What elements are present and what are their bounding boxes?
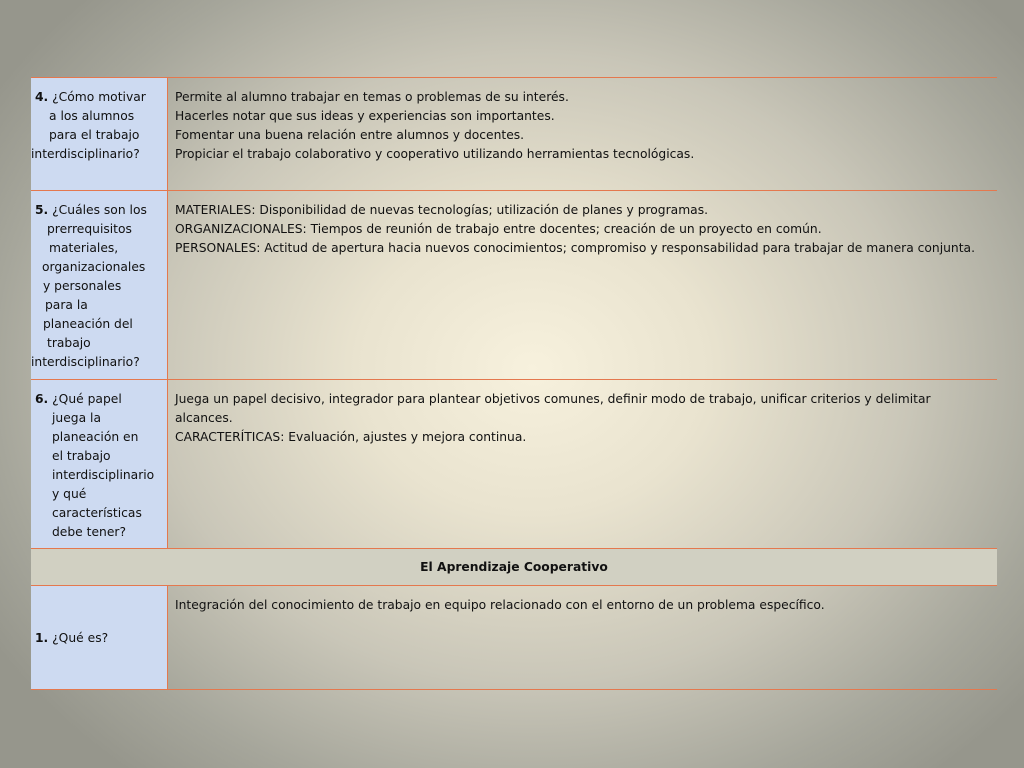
answer-line: Juega un papel decisivo, integrador para plantear objetivos comunes, definir modo de trabajo, unificar criterios y delimitar alcances. (175, 392, 931, 425)
question-line: ¿Qué papel (52, 392, 122, 406)
question-line: el trabajo (52, 449, 111, 463)
answer-line: Integración del conocimiento de trabajo en equipo relacionado con el entorno de un problema específico. (175, 598, 825, 612)
answer-cell-5 (168, 191, 997, 379)
question-line: juega la (52, 411, 101, 425)
answer-cell-6 (168, 380, 997, 548)
answer-cell-4 (168, 78, 997, 190)
answer-line: Permite al alumno trabajar en temas o problemas de su interés. (175, 90, 569, 104)
answer-line: PERSONALES: Actitud de apertura hacia nuevos conocimientos; compromiso y responsabilidad para trabajar de manera conjunta. (175, 241, 975, 255)
question-line: prerrequisitos (47, 222, 132, 236)
table-row-4 (31, 77, 997, 191)
question-line: ¿Cómo motivar (52, 90, 146, 104)
question-line: a los alumnos (49, 109, 135, 123)
table-row-5 (31, 191, 997, 380)
question-line: trabajo (47, 336, 91, 350)
question-line: y personales (43, 279, 122, 293)
question-number-4: 4. (35, 90, 49, 104)
answer-line: Hacerles notar que sus ideas y experiencias son importantes. (175, 109, 555, 123)
question-line: para el trabajo (49, 128, 140, 142)
answer-line: Propiciar el trabajo colaborativo y cooperativo utilizando herramientas tecnológicas. (175, 147, 695, 161)
answer-line: ORGANIZACIONALES: Tiempos de reunión de trabajo entre docentes; creación de un proyecto en común. (175, 222, 822, 236)
question-line: debe tener? (52, 525, 126, 539)
table-row-1 (31, 586, 997, 690)
question-line: características (52, 506, 142, 520)
question-line: organizacionales (42, 260, 146, 274)
section-title: El Aprendizaje Cooperativo (31, 549, 997, 586)
question-cell-6 (31, 380, 168, 548)
question-line: interdisciplinario (52, 468, 155, 482)
question-cell-5 (31, 191, 168, 379)
table-row-6 (31, 380, 997, 549)
question-line: ¿Qué es? (52, 631, 109, 645)
answer-line: MATERIALES: Disponibilidad de nuevas tecnologías; utilización de planes y programas. (175, 203, 709, 217)
answer-line: Fomentar una buena relación entre alumnos y docentes. (175, 128, 525, 142)
question-cell-1 (31, 586, 168, 689)
qa-table (31, 77, 997, 690)
question-line: ¿Cuáles son los (52, 203, 147, 217)
question-line: interdisciplinario? (31, 147, 140, 161)
question-line: planeación en (52, 430, 139, 444)
question-number-6: 6. (35, 392, 49, 406)
question-number-5: 5. (35, 203, 49, 217)
question-line: y qué (52, 487, 87, 501)
question-cell-4 (31, 78, 168, 190)
question-line: para la (45, 298, 88, 312)
question-line: interdisciplinario? (31, 355, 140, 369)
answer-cell-1 (168, 586, 997, 689)
answer-line: CARACTERÍTICAS: Evaluación, ajustes y mejora continua. (175, 430, 527, 444)
question-line: planeación del (43, 317, 133, 331)
question-number-1: 1. (35, 631, 49, 645)
question-line: materiales, (49, 241, 119, 255)
